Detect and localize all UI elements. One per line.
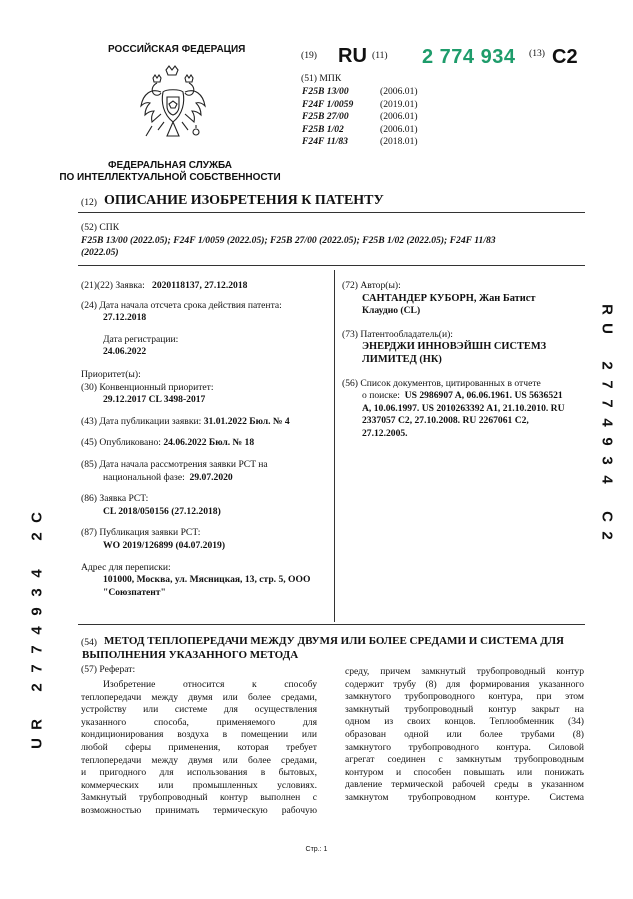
authors-label: (72) Автор(ы):	[342, 280, 401, 291]
abstract-line: образован одной или более трубами (8)	[345, 728, 584, 740]
bibliographic-left	[81, 280, 331, 599]
side-number-char: 7	[598, 380, 616, 389]
divider	[78, 212, 585, 213]
code-13: (13)	[529, 48, 545, 59]
pct-national-phase: национальной фазе: 29.07.2020	[103, 471, 233, 483]
ipc-row: F25B 1/02 (2006.01)	[302, 123, 418, 135]
cpc-label: (52) СПК	[81, 222, 120, 233]
abstract-line: замкнутого трубопроводного контура. Силовой	[345, 741, 584, 753]
convention-priority-value: 29.12.2017 CL 3498-2017	[103, 394, 206, 406]
double-headed-eagle-icon	[138, 64, 208, 154]
column-separator	[334, 270, 335, 622]
side-number-char: 2	[28, 683, 46, 692]
side-number-char: 2	[598, 531, 616, 540]
ipc-list	[302, 86, 418, 149]
owner-line-1: ЭНЕРДЖИ ИННОВЭЙШН СИСТЕМЗ	[362, 341, 547, 353]
pct-national-phase-label: (85) Дата начала рассмотрения заявки PCT на	[81, 458, 268, 470]
page-footer: Стр.: 1	[305, 846, 328, 853]
ipc-row: F24F 11/83 (2018.01)	[302, 136, 418, 148]
ipc-row: F25B 27/00 (2006.01)	[302, 111, 418, 123]
registration-label: Дата регистрации:	[103, 333, 179, 345]
owner-line-2: ЛИМИТЕД (НК)	[362, 353, 442, 365]
pct-publication-value: WO 2019/126899 (04.07.2019)	[103, 539, 226, 551]
divider	[78, 624, 585, 625]
side-number-char: 7	[598, 399, 616, 408]
abstract-line: теплопередачи между двумя или более средами,	[81, 754, 317, 766]
side-number-char: U	[28, 738, 46, 749]
divider	[78, 265, 585, 266]
kind-code: C2	[552, 46, 578, 68]
abstract-line: агрегат соединен с замкнутым трубопроводным	[345, 754, 584, 766]
side-number-char: 9	[598, 437, 616, 446]
address-line-2: "Союзпатент"	[103, 586, 166, 598]
side-number-char: C	[598, 511, 616, 522]
document-title: ОПИСАНИЕ ИЗОБРЕТЕНИЯ К ПАТЕНТУ	[104, 193, 384, 208]
abstract-line: контуром и способен повышать или понижать	[345, 766, 584, 778]
abstract-line: замкнутый трубопроводный контур закрыт на	[345, 703, 584, 715]
cited-docs-line-0: о поиске: US 2986907 A, 06.06.1961. US 5636521	[362, 390, 563, 402]
priority-label: Приоритет(ы):	[81, 368, 141, 380]
convention-priority-label: (30) Конвенционный приоритет:	[81, 381, 214, 393]
country-code-ru: RU	[338, 45, 367, 67]
side-number-char: C	[28, 512, 46, 523]
coat-of-arms-emblem	[138, 64, 208, 154]
term-start-label: (24) Дата начала отсчета срока действия патента:	[81, 299, 282, 311]
side-number-char: 9	[28, 607, 46, 616]
abstract-line: замкнутого трубопроводного контура, при этом	[345, 691, 584, 703]
side-number-char: 4	[598, 418, 616, 427]
cpc-line-2: (2022.05)	[81, 247, 119, 258]
abstract-column-2	[345, 666, 584, 805]
cpc-line-1: F25B 13/00 (2022.05); F24F 1/0059 (2022.05); F25B 27/00 (2022.05); F25B 1/02 (2022.05); F24F 11/83	[81, 235, 496, 246]
bibliographic-right	[342, 280, 587, 441]
term-start-value: 27.12.2018	[103, 312, 147, 324]
abstract-line: и пригодного для использования в бытовых,	[81, 767, 317, 779]
abstract-line: теплопередачи между двумя или более средами,	[81, 691, 317, 703]
abstract-line: Изобретение относится к способу	[103, 679, 317, 690]
side-number-char: R	[28, 719, 46, 730]
side-number-char: 7	[28, 664, 46, 673]
authors-line-1: САНТАНДЕР КУБОРН, Жан Батист	[362, 292, 536, 304]
pct-application-value: CL 2018/050156 (27.12.2018)	[103, 505, 221, 517]
side-number-char: 2	[598, 361, 616, 370]
abstract-line: любой сферы применения, которая требует	[81, 741, 317, 753]
address-line-1: 101000, Москва, ул. Мясницкая, 13, стр. 5, ООО	[103, 574, 311, 586]
side-number-char: 4	[28, 626, 46, 635]
owner-label: (73) Патентообладатель(и):	[342, 328, 453, 340]
code-54: (54)	[81, 637, 97, 648]
abstract-line: одном из своих концов. Теплообменник (34)	[345, 716, 584, 728]
abstract-line: содержит трубу (8) для формирования указанного	[345, 678, 584, 690]
patent-number: 2 774 934	[422, 46, 516, 68]
patent-publication: (45) Опубликовано: 24.06.2022 Бюл. № 18	[81, 437, 255, 449]
code-11: (11)	[372, 50, 388, 61]
abstract-line: указанного способа, применяемого для	[81, 716, 317, 728]
ipc-row: F25B 13/00 (2006.01)	[302, 86, 418, 97]
cited-docs-line-2: 2337057 C2, 27.10.2008. RU 2267061 C2,	[362, 415, 529, 427]
application-field: (21)(22) Заявка: 2020118137, 27.12.2018	[81, 280, 248, 291]
cited-docs-line-3: 27.12.2005.	[362, 427, 408, 439]
authors-line-2: Клаудио (CL)	[362, 305, 421, 317]
side-number-char: 7	[28, 645, 46, 654]
cited-docs-line-1: A, 10.06.1997. US 2010263392 A1, 21.10.2010. RU	[362, 402, 565, 414]
code-19: (19)	[301, 50, 317, 61]
address-label: Адрес для переписки:	[81, 561, 171, 573]
agency-line-1: ФЕДЕРАЛЬНАЯ СЛУЖБА	[107, 160, 233, 171]
invention-title: МЕТОД ТЕПЛОПЕРЕДАЧИ МЕЖДУ ДВУМЯ ИЛИ БОЛЕЕ СРЕДАМИ И СИСТЕМА ДЛЯ ВЫПОЛНЕНИЯ УКАЗАННОГО МЕТОДА	[82, 635, 564, 661]
abstract-line: кондиционирования воздуха в помещении или	[81, 729, 317, 741]
country-name: РОССИЙСКАЯ ФЕДЕРАЦИЯ	[108, 44, 246, 55]
mpk-label: (51) МПК	[301, 73, 342, 84]
pct-application-label: (86) Заявка PCT:	[81, 493, 149, 505]
abstract-column-1	[81, 679, 317, 818]
side-number-char: 3	[28, 588, 46, 597]
side-number-char: 2	[28, 532, 46, 541]
abstract-line: возможностью принимать термическую рабочую	[81, 804, 317, 816]
side-number-left	[30, 508, 48, 753]
abstract-line: давление термической рабочей среды в указанном	[345, 779, 584, 791]
side-number-char: U	[598, 323, 616, 334]
side-number-char: R	[598, 304, 616, 315]
abstract-line: среду, причем замкнутый трубопроводный контур	[345, 666, 584, 677]
cited-docs-label: (56) Список документов, цитированных в отчете	[342, 377, 541, 389]
registration-value: 24.06.2022	[103, 346, 147, 358]
ipc-row: F24F 1/0059 (2019.01)	[302, 98, 418, 110]
side-number-right	[596, 300, 614, 545]
pct-publication-label: (87) Публикация заявки PCT:	[81, 527, 201, 539]
side-number-char: 3	[598, 456, 616, 465]
abstract-line: Замкнутый трубопроводный контур выполнен с	[81, 792, 317, 804]
side-number-char: 4	[598, 475, 616, 484]
abstract-line: замкнутом трубопроводном контуре. Система	[345, 791, 584, 803]
abstract-line: коммерческих или промышленных условиях.	[81, 779, 317, 791]
code-12: (12)	[81, 197, 97, 208]
side-number-char: 4	[28, 569, 46, 578]
abstract-label: (57) Реферат:	[81, 664, 136, 675]
application-publication: (43) Дата публикации заявки: 31.01.2022 Бюл. № 4	[81, 415, 290, 427]
abstract-line: устройству или системе для осуществления	[81, 704, 317, 716]
agency-line-2: ПО ИНТЕЛЛЕКТУАЛЬНОЙ СОБСТВЕННОСТИ	[59, 172, 281, 183]
